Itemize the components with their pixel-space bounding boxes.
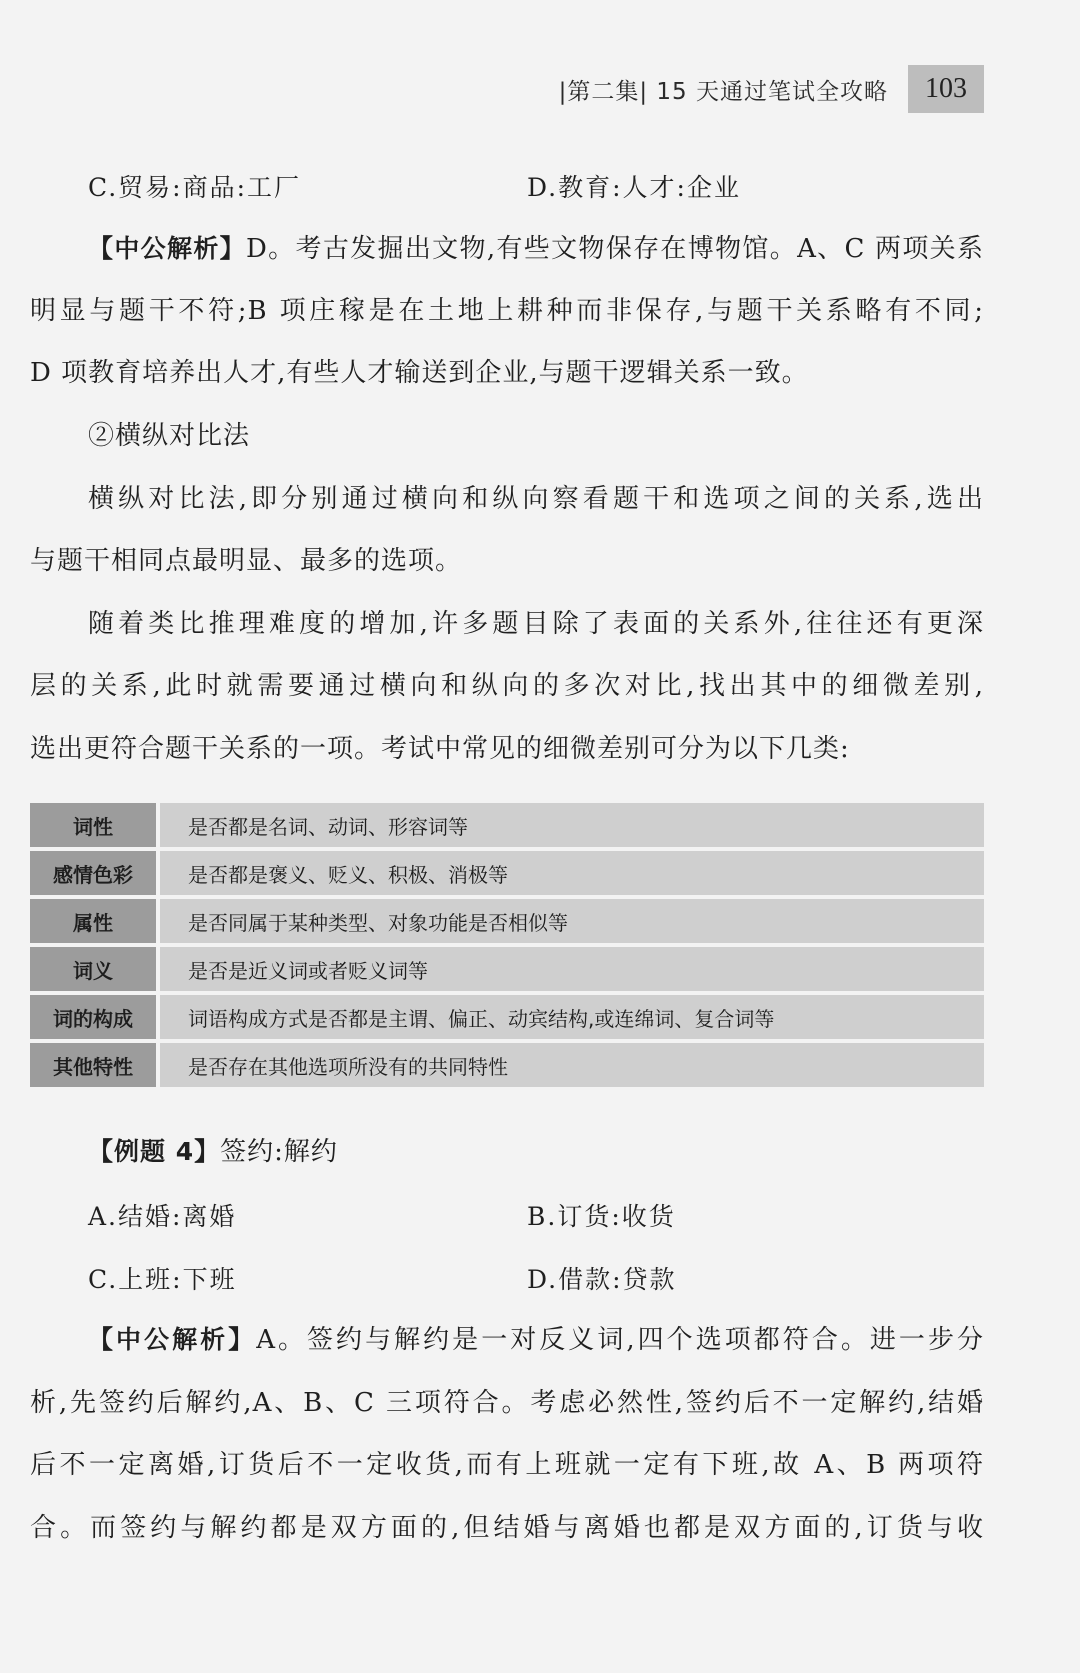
analysis-text: A。签约与解约是一对反义词,四个选项都符合。进一步分 bbox=[256, 1325, 984, 1355]
table-key: 词性 bbox=[30, 803, 160, 847]
analysis-1-line-3: D 项教育培养出人才,有些人才输送到企业,与题干逻辑关系一致。 bbox=[30, 358, 809, 388]
analysis-tag: 【中公解析】 bbox=[88, 234, 246, 263]
table-key: 词的构成 bbox=[30, 995, 160, 1039]
table-key: 词义 bbox=[30, 947, 160, 991]
analysis-1-line-1 bbox=[88, 231, 984, 267]
series-title: |第二集| 15 天通过笔试全攻略 bbox=[558, 78, 888, 105]
option-d: D.教育:人才:企业 bbox=[527, 173, 741, 202]
running-header bbox=[520, 64, 984, 114]
table-value: 是否存在其他选项所没有的共同特性 bbox=[160, 1043, 984, 1087]
table-value: 是否是近义词或者贬义词等 bbox=[160, 947, 984, 991]
page-number: 103 bbox=[908, 65, 984, 113]
table-row bbox=[30, 947, 984, 991]
analysis-text: D。考古发掘出文物,有些文物保存在博物馆。A、C 两项关系 bbox=[246, 234, 984, 264]
example-4-stem-line bbox=[88, 1134, 984, 1170]
method-p1-line-2: 与题干相同点最明显、最多的选项。 bbox=[30, 546, 463, 576]
table-row bbox=[30, 1043, 984, 1087]
table-value: 是否同属于某种类型、对象功能是否相似等 bbox=[160, 899, 984, 943]
example-tag: 【例题 4】 bbox=[88, 1137, 221, 1166]
table-row bbox=[30, 995, 984, 1039]
method-p2-line-2: 层的关系,此时就需要通过横向和纵向的多次对比,找出其中的细微差别, bbox=[30, 671, 984, 701]
table-row bbox=[30, 899, 984, 943]
method-p2-line-3: 选出更符合题干关系的一项。考试中常见的细微差别可分为以下几类: bbox=[30, 734, 850, 764]
method-p1-line-1: 横纵对比法,即分别通过横向和纵向察看题干和选项之间的关系,选出 bbox=[88, 484, 984, 514]
analysis-2-line-3: 后不一定离婚,订货后不一定收货,而有上班就一定有下班,故 A、B 两项符 bbox=[30, 1450, 984, 1480]
example-option-c: C.上班:下班 bbox=[88, 1265, 237, 1294]
example-option-d: D.借款:贷款 bbox=[527, 1265, 677, 1294]
table-key: 感情色彩 bbox=[30, 851, 160, 895]
example-option-b: B.订货:收货 bbox=[527, 1202, 676, 1231]
example-stem: 签约:解约 bbox=[220, 1137, 338, 1167]
method-heading: ②横纵对比法 bbox=[88, 421, 251, 451]
analysis-2-line-1 bbox=[88, 1322, 984, 1358]
table-value: 是否都是名词、动词、形容词等 bbox=[160, 803, 984, 847]
table-row bbox=[30, 851, 984, 895]
analysis-2-line-4: 合。而签约与解约都是双方面的,但结婚与离婚也都是双方面的,订货与收 bbox=[30, 1513, 984, 1543]
table-key: 属性 bbox=[30, 899, 160, 943]
table-key: 其他特性 bbox=[30, 1043, 160, 1087]
difference-table bbox=[30, 799, 984, 1091]
analysis-1-line-2: 明显与题干不符;B 项庄稼是在土地上耕种而非保存,与题干关系略有不同; bbox=[30, 296, 984, 326]
table-value: 是否都是褒义、贬义、积极、消极等 bbox=[160, 851, 984, 895]
option-c: C.贸易:商品:工厂 bbox=[88, 173, 302, 202]
method-p2-line-1: 随着类比推理难度的增加,许多题目除了表面的关系外,往往还有更深 bbox=[88, 609, 984, 639]
table-row bbox=[30, 803, 984, 847]
analysis-2-line-2: 析,先签约后解约,A、B、C 三项符合。考虑必然性,签约后不一定解约,结婚 bbox=[30, 1388, 984, 1418]
analysis-tag: 【中公解析】 bbox=[88, 1325, 257, 1354]
example-option-a: A.结婚:离婚 bbox=[88, 1202, 237, 1231]
table-value: 词语构成方式是否都是主谓、偏正、动宾结构,或连绵词、复合词等 bbox=[160, 995, 984, 1039]
